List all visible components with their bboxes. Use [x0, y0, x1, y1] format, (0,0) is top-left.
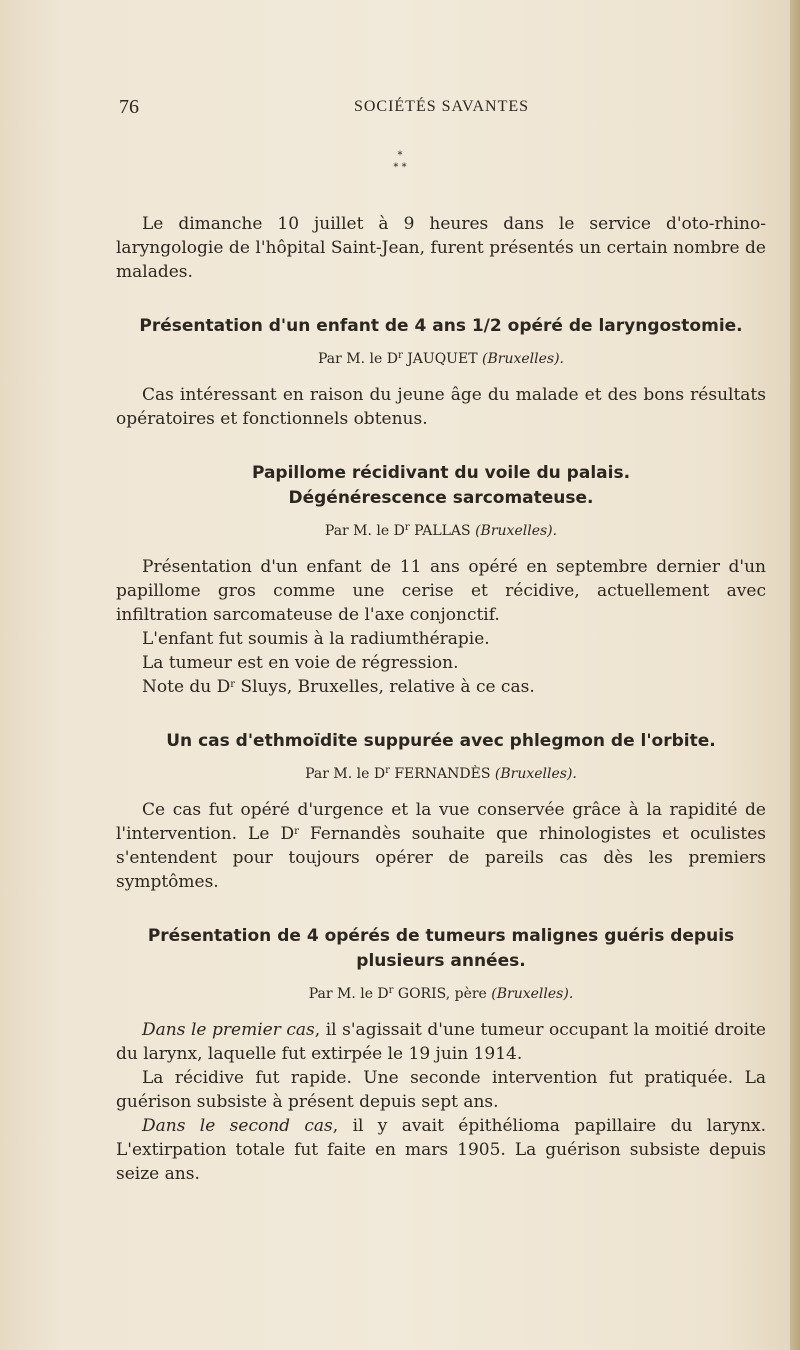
section-title: Présentation d'un enfant de 4 ans 1/2 opéré de laryngostomie.: [139, 316, 743, 336]
author-name: PALLAS: [414, 523, 471, 539]
section-papillome: [116, 461, 766, 699]
page-number: 76: [119, 96, 139, 118]
section-title: Présentation de 4 opérés de tumeurs malignes guéris depuis: [147, 926, 735, 946]
section-title: Un cas d'ethmoïdite suppurée avec phlegmon de l'orbite.: [166, 731, 716, 751]
section-paragraph: Ce cas fut opéré d'urgence et la vue conservée grâce à la rapidité de l'intervention. Le $D^r$ Fernandès souhaite que rhinologistes et oculistes s'entendent pour toujours opérer de pareils cas dès les premiers symptômes.: [116, 800, 766, 892]
running-head: SOCIÉTÉS SAVANTES: [353, 98, 530, 115]
page-header: [119, 96, 764, 120]
asterism-top: *: [397, 150, 403, 161]
author-name: FERNANDÈS: [394, 766, 491, 782]
section-paragraph: Note du $D^r$ Sluys, Bruxelles, relative à ce cas.: [142, 677, 535, 697]
section-paragraph: La tumeur est en voie de régression.: [142, 653, 459, 673]
author-city: (Bruxelles).: [482, 351, 564, 367]
intro-paragraph: Le dimanche 10 juillet à 9 heures dans le service d'oto-rhino-laryngologie de l'hôpital Saint-Jean, furent présentés un certain nombre de malades.: [116, 214, 766, 282]
author-city: (Bruxelles).: [494, 766, 577, 782]
section-byline: Par M. le $D^r$ JAUQUET (Bruxelles).: [318, 350, 564, 367]
section-paragraph: Dans le second cas, il y avait épithélioma papillaire du larynx. L'extirpation totale fut faite en mars 1905. La guérison subsiste depuis seize ans.: [116, 1116, 767, 1184]
section-ethmoidite: [116, 729, 766, 894]
section-title: Dégénérescence sarcomateuse.: [288, 488, 594, 508]
asterism-bottom: * *: [393, 162, 407, 173]
section-byline: Par M. le $D^r$ FERNANDÈS (Bruxelles).: [305, 765, 577, 782]
section-laryngostomie: [116, 314, 766, 431]
page-edge: [790, 0, 800, 1350]
author-city: (Bruxelles).: [475, 523, 558, 539]
author-name: GORIS, père: [397, 986, 487, 1002]
section-tumeurs: [116, 924, 766, 1186]
section-paragraph: Présentation d'un enfant de 11 ans opéré en septembre dernier d'un papillome gros comme une cerise et récidive, actuellement avec infiltration sarcomateuse de l'axe conjonctif.: [116, 557, 766, 625]
section-paragraph: La récidive fut rapide. Une seconde intervention fut pratiquée. La guérison subsiste à présent depuis sept ans.: [116, 1068, 766, 1112]
section-paragraph: Dans le premier cas, il s'agissait d'une tumeur occupant la moitié droite du larynx, laquelle fut extirpée le 19 juin 1914.: [116, 1020, 766, 1064]
section-title: Papillome récidivant du voile du palais.: [251, 463, 631, 483]
asterism: [0, 150, 800, 174]
author-city: (Bruxelles).: [491, 986, 574, 1002]
article-body: [116, 212, 766, 1186]
section-byline: Par M. le $D^r$ PALLAS (Bruxelles).: [324, 522, 558, 539]
section-title: plusieurs années.: [356, 951, 526, 971]
section-paragraph: L'enfant fut soumis à la radiumthérapie.: [142, 629, 490, 649]
section-paragraph: Cas intéressant en raison du jeune âge du malade et des bons résultats opératoires et fonctionnels obtenus.: [116, 385, 766, 429]
section-byline: Par M. le $D^r$ GORIS, père (Bruxelles).: [308, 985, 574, 1002]
author-name: JAUQUET: [407, 351, 478, 367]
